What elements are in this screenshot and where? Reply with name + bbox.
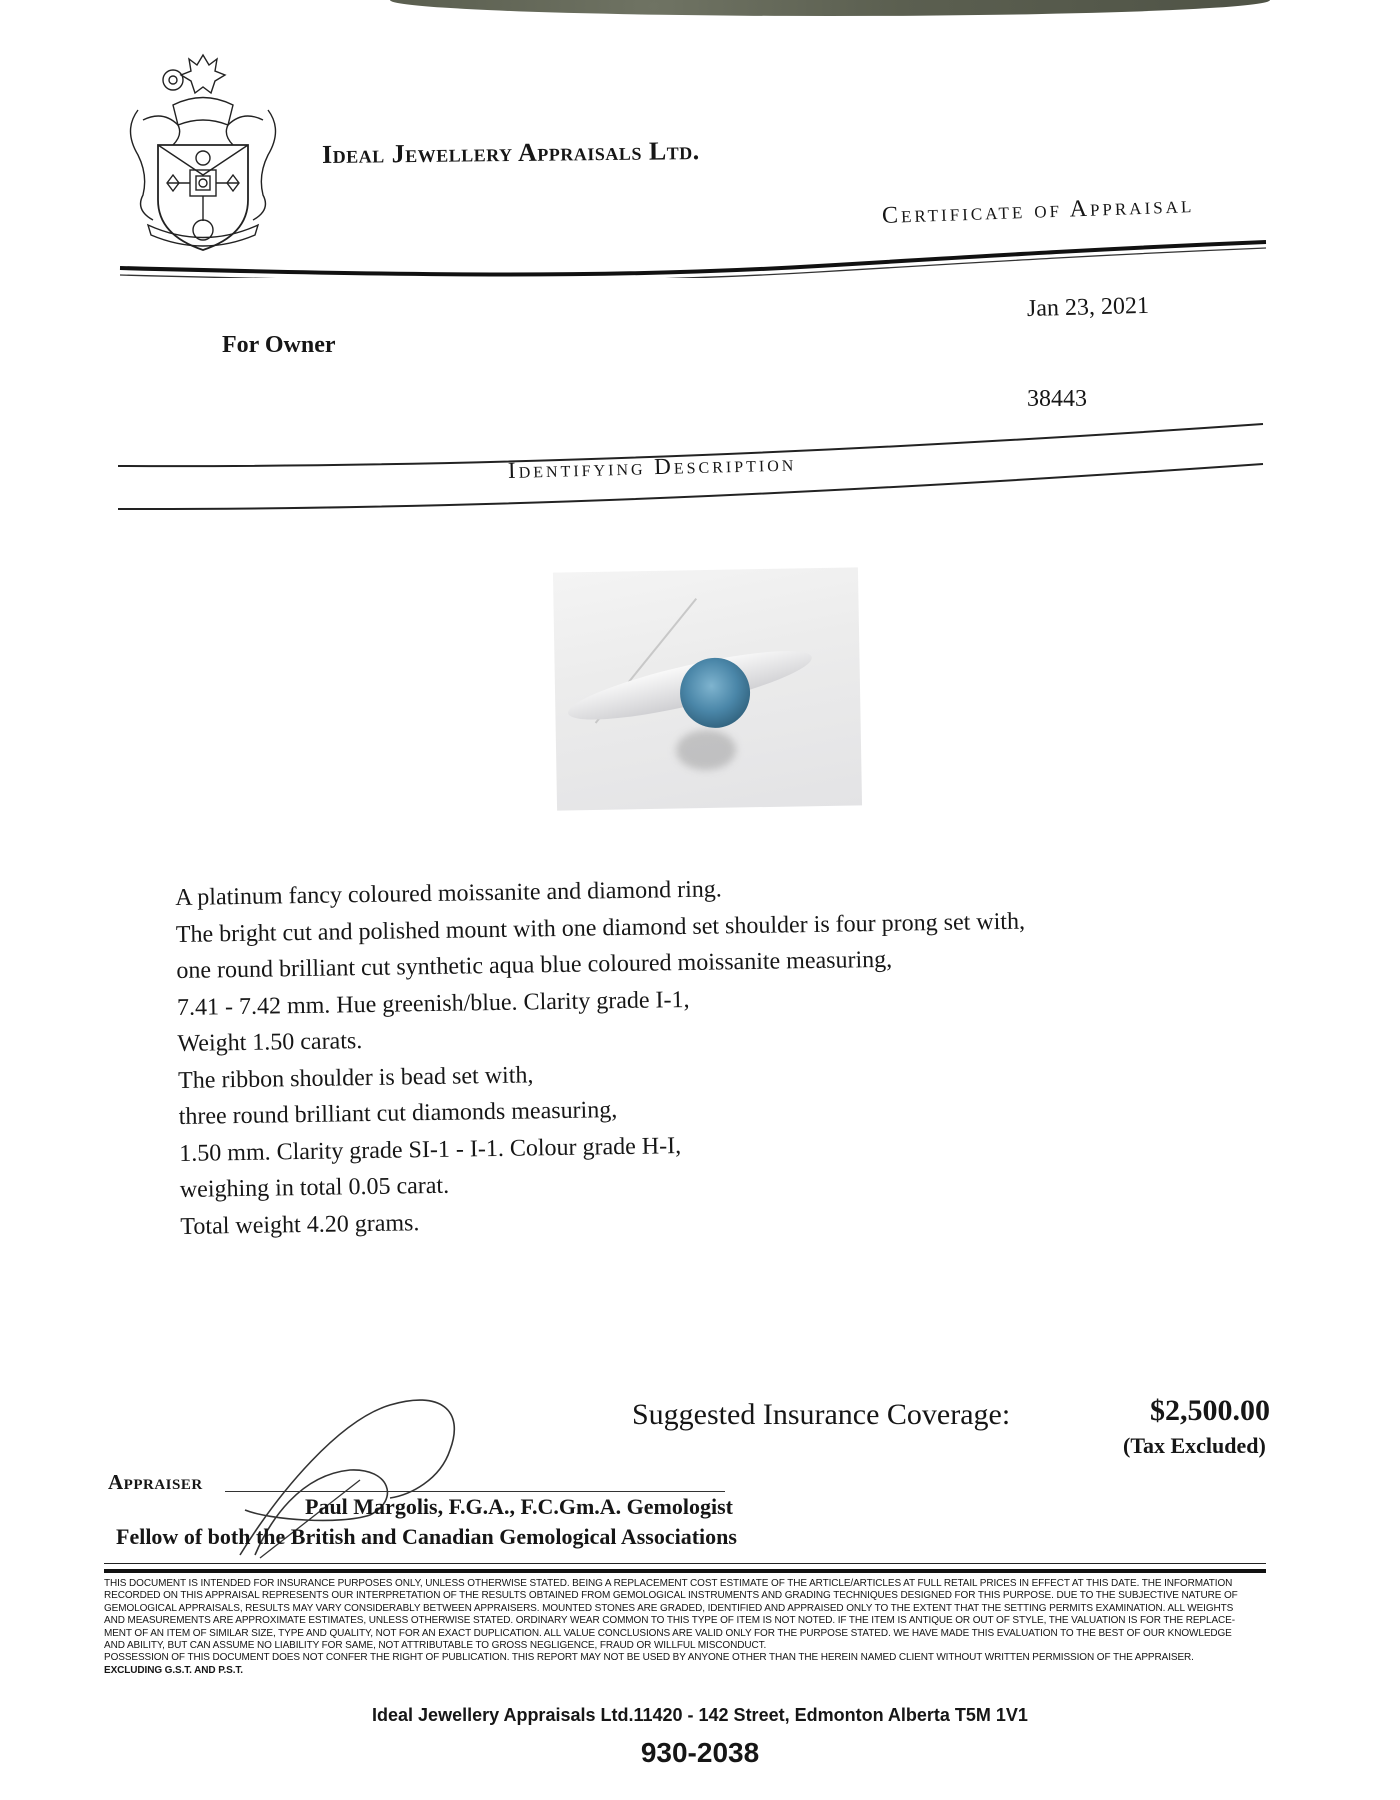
appraiser-credentials: Fellow of both the British and Canadian Gemological Associations (116, 1524, 737, 1549)
ring-photo (553, 567, 862, 810)
background-fabric (390, 0, 1270, 16)
disclaimer-line: MENT OF AN ITEM OF SIMILAR SIZE, TYPE AND QUALITY, NOT FOR AN EXACT DUPLICATION. ALL VALUE CONCLUSIONS ARE VALID ONLY FOR THE PURPOSE STATED. WE HAVE MADE THIS EVALUATION TO THE BEST OF OUR KNOWLEDGE (104, 1627, 1232, 1639)
coverage-label: Suggested Insurance Coverage: (632, 1398, 1011, 1431)
ring-shadow (676, 730, 737, 771)
description-line: A platinum fancy coloured moissanite and diamond ring. (175, 876, 722, 911)
appraiser-name: Paul Margolis, F.G.A., F.C.Gm.A. Gemologist (305, 1494, 733, 1519)
document-title: Certificate of Appraisal (881, 192, 1195, 229)
disclaimer-rule-thin (104, 1563, 1266, 1564)
disclaimer-rule-thick (104, 1569, 1266, 1573)
description-line: weighing in total 0.05 carat. (179, 1172, 450, 1203)
appraisal-date: Jan 23, 2021 (1026, 292, 1150, 322)
disclaimer-line: AND MEASUREMENTS ARE APPROXIMATE ESTIMATES, UNLESS OTHERWISE STATED. ORDINARY WEAR COMMON TO THIS TYPE OF ITEM IS NOT NOTED. IF THE ITEM IS ANTIQUE OR OUT OF STYLE, THE VALUATION IS FOR THE REPLACE- (104, 1615, 1235, 1627)
recipient-label: For Owner (222, 332, 336, 358)
description-line: one round brilliant cut synthetic aqua blue coloured moissanite measuring, (176, 946, 893, 984)
disclaimer-line: GEMOLOGICAL APPRAISALS, RESULTS MAY VARY CONSIDERABLY BETWEEN APPRAISERS. MOUNTED STONES ARE GRADED, IDENTIFIED AND APPRAISED ONLY TO THE EXTENT THAT THE SETTING PERMITS EXAMINATION. ALL WEIGHTS (104, 1602, 1234, 1614)
item-description (175, 867, 1030, 1245)
footer-phone: 930-2038 (640, 1737, 760, 1768)
disclaimer-line: THIS DOCUMENT IS INTENDED FOR INSURANCE PURPOSES ONLY, UNLESS OTHERWISE STATED. BEING A REPLACEMENT COST ESTIMATE OF THE ARTICLE/ARTICLES AT FULL RETAIL PRICES IN EFFECT AT THIS DATE. THE INFORMATION (104, 1578, 1233, 1589)
description-line: The ribbon shoulder is bead set with, (177, 1061, 534, 1094)
appraiser-label: Appraiser (108, 1470, 203, 1494)
header-divider (118, 228, 1268, 278)
certificate-number: 38443 (1027, 386, 1087, 412)
disclaimer-line: AND ABILITY, BUT CAN ASSUME NO LIABILITY FOR SAME, NOT ATTRIBUTABLE TO GROSS NEGLIGENCE, FRAUD OR WILLFUL MISCONDUCT. (104, 1640, 767, 1652)
disclaimer-tax-line: EXCLUDING G.S.T. AND P.S.T. (104, 1664, 243, 1676)
description-line: Total weight 4.20 grams. (180, 1209, 420, 1240)
description-line: 1.50 mm. Clarity grade SI-1 - I-1. Colour grade H-I, (179, 1132, 682, 1167)
moissanite-stone (679, 657, 750, 728)
disclaimer-text (104, 1578, 1266, 1677)
description-line: The bright cut and polished mount with one diamond set shoulder is four prong set with, (175, 908, 1026, 948)
section-title: Identifying Description (507, 450, 797, 483)
disclaimer-line: RECORDED ON THIS APPRAISAL REPRESENTS OUR INTERPRETATION OF THE RESULTS OBTAINED FROM GEMOLOGICAL INSTRUMENTS AND GRADING TECHNIQUES DESIGNED FOR THIS PURPOSE. DUE TO THE SUBJECTIVE NATURE OF (104, 1590, 1238, 1602)
footer-address: Ideal Jewellery Appraisals Ltd.11420 - 142 Street, Edmonton Alberta T5M 1V1 (372, 1705, 1028, 1725)
tax-note: (Tax Excluded) (1123, 1433, 1266, 1458)
description-line: Weight 1.50 carats. (177, 1028, 363, 1057)
disclaimer-line: POSSESSION OF THIS DOCUMENT DOES NOT CONFER THE RIGHT OF PUBLICATION. THIS REPORT MAY NOT BE USED BY ANYONE OTHER THAN THE HEREIN NAMED CLIENT WITHOUT WRITTEN PERMISSION OF THE APPRAISER. (104, 1652, 1194, 1664)
description-line: 7.41 - 7.42 mm. Hue greenish/blue. Clarity grade I-1, (176, 986, 690, 1021)
description-line: three round brilliant cut diamonds measuring, (178, 1097, 618, 1130)
company-name: Ideal Jewellery Appraisals Ltd. (321, 136, 700, 169)
coverage-amount: $2,500.00 (1150, 1394, 1270, 1427)
